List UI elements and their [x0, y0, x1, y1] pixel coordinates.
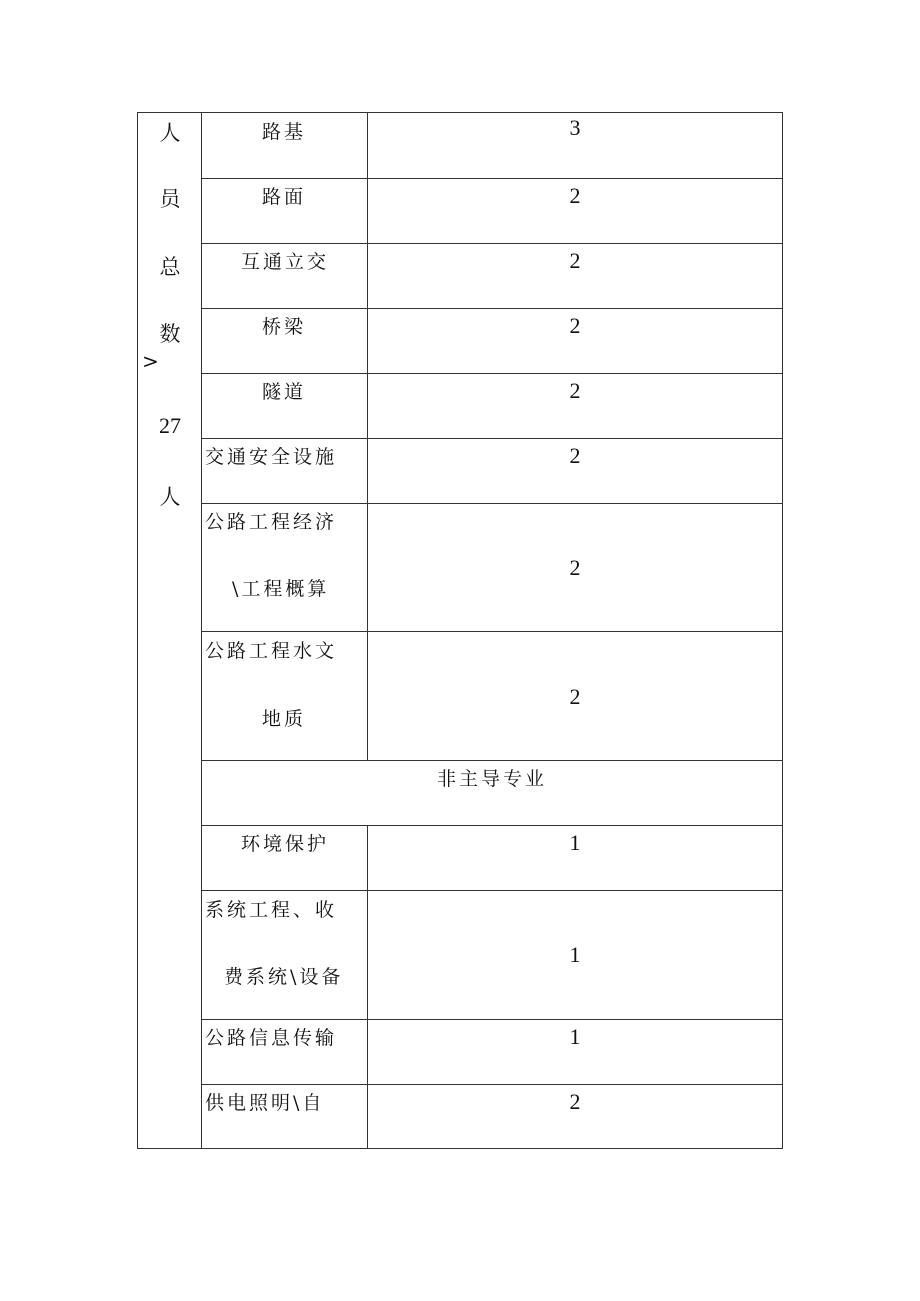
row-divider [201, 243, 782, 244]
row-divider [201, 631, 782, 632]
row-divider [201, 760, 782, 761]
row-name-line1: 系统工程、收 [205, 899, 338, 921]
row-name-line2: \工程概算 [232, 578, 330, 600]
row-value: 2 [569, 248, 581, 273]
row-value: 2 [569, 313, 581, 338]
side-label-char: 人 [159, 121, 181, 145]
row-divider [201, 825, 782, 826]
row-divider [201, 1084, 782, 1085]
row-name-line2: 地质 [262, 708, 307, 730]
row-name: 路基 [262, 121, 307, 143]
side-label-char: > [142, 349, 159, 373]
row-value: 2 [569, 684, 581, 709]
row-name-line2: 费系统\设备 [224, 966, 344, 988]
side-label-char: 总 [159, 255, 181, 279]
side-label [138, 113, 202, 1148]
row-name-line1: 公路工程水文 [205, 640, 338, 662]
column-divider [367, 113, 368, 760]
row-divider [201, 373, 782, 374]
row-name: 互通立交 [241, 251, 330, 273]
row-value: 2 [569, 378, 581, 403]
row-name: 路面 [262, 186, 307, 208]
side-label-char: 27 [159, 413, 181, 438]
row-name: 环境保护 [241, 833, 330, 855]
row-value: 2 [569, 555, 581, 580]
personnel-table [137, 112, 783, 1149]
row-divider [201, 503, 782, 504]
row-value: 1 [569, 830, 581, 855]
row-name: 供电照明\自 [205, 1092, 325, 1114]
row-divider [201, 890, 782, 891]
row-value: 2 [569, 183, 581, 208]
row-name: 隧道 [262, 381, 307, 403]
row-name: 公路信息传输 [205, 1027, 338, 1049]
row-value: 3 [569, 115, 581, 140]
section-heading: 非主导专业 [436, 768, 547, 790]
side-label-char: 人 [159, 485, 181, 509]
row-value: 1 [569, 942, 581, 967]
row-name-line1: 公路工程经济 [205, 511, 338, 533]
row-value: 2 [569, 1089, 581, 1114]
row-divider [201, 308, 782, 309]
row-value: 2 [569, 443, 581, 468]
row-divider [201, 1019, 782, 1020]
row-divider [201, 178, 782, 179]
side-label-char: 员 [159, 187, 181, 211]
row-name: 交通安全设施 [205, 446, 338, 468]
row-divider [201, 438, 782, 439]
row-name: 桥梁 [262, 316, 307, 338]
row-value: 1 [569, 1024, 581, 1049]
side-label-char: 数 [159, 322, 181, 346]
